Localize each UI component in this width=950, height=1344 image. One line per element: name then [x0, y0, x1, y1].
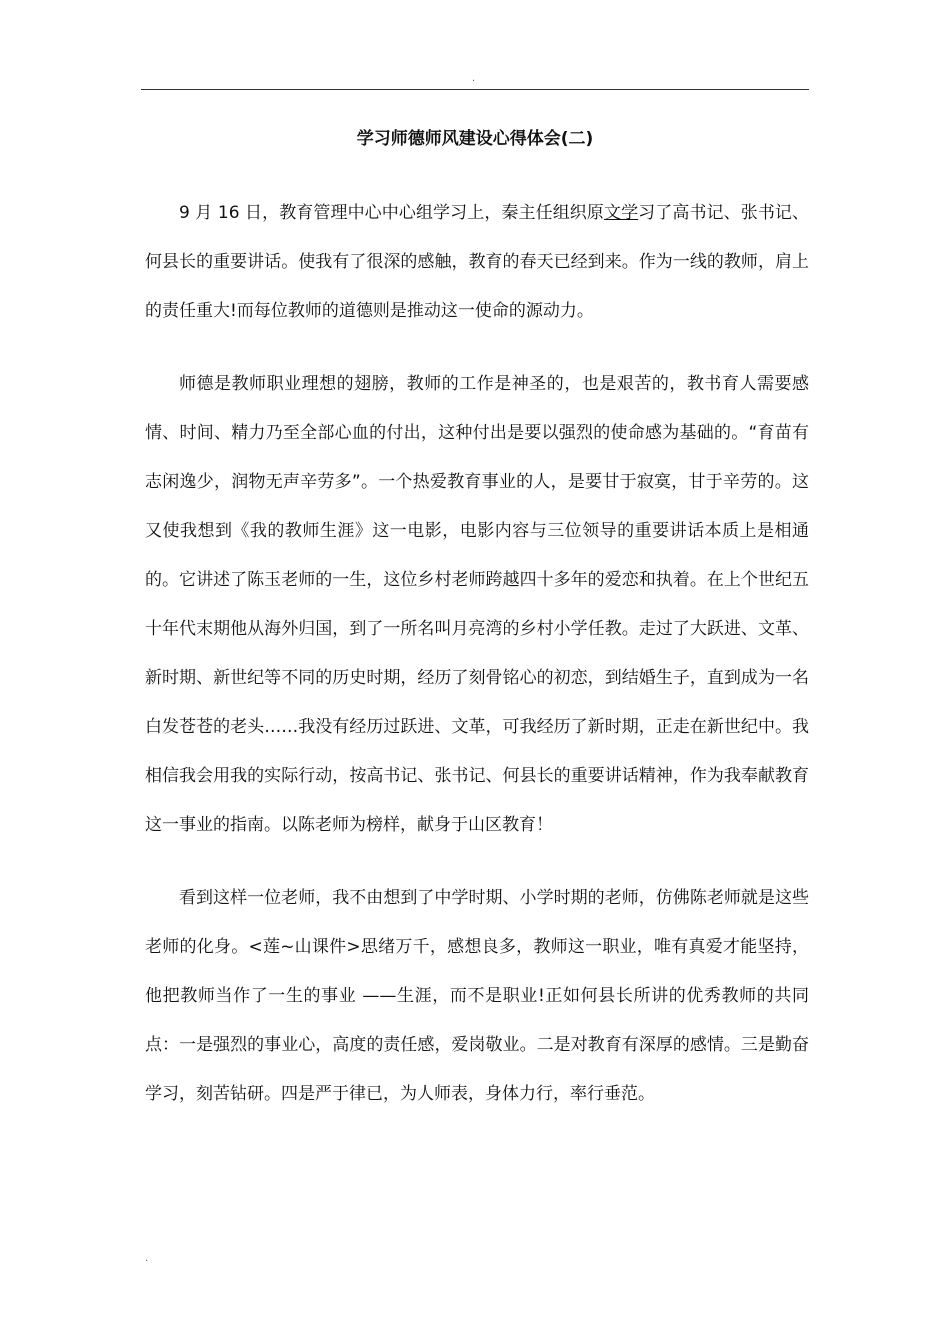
page-header-mark: . [472, 73, 476, 84]
page-footer-mark: . [145, 1253, 149, 1264]
document-title: 学习师德师风建设心得体会(二) [356, 129, 594, 149]
underlined-word: 文学 [603, 203, 639, 223]
paragraph-1-text-end: 习了高书记、张书记、何县长的重要讲话。使我有了很深的感触，教育的春天已经到来。作为一线的教师，肩上的责任重大!而每位教师的道德则是推动这一使命的源动力。 [145, 203, 810, 321]
paragraph-2: 师德是教师职业理想的翅膀，教师的工作是神圣的，也是艰苦的，教书育人需要感情、时间、精力乃至全部心血的付出，这种付出是要以强烈的使命感为基础的。“育苗有志闲逸少，润物无声辛劳多”。一个热爱教育事业的人，是要甘于寂寞，甘于辛劳的。这又使我想到《我的教师生涯》这一电影，电影内容与三位领导的重要讲话本质上是相通的。它讲述了陈玉老师的一生，这位乡村老师跨越四十多年的爱恋和执着。在上个世纪五十年代末期他从海外归国，到了一所名叫月亮湾的乡村小学任教。走过了大跃进、文革、新时期、新世纪等不同的历史时期，经历了刻骨铭心的初恋，到结婚生子，直到成为一名白发苍苍的老头……我没有经历过跃进、文革，可我经历了新时期，正走在新世纪中。我相信我会用我的实际行动，按高书记、张书记、何县长的重要讲话精神，作为我奉献教育这一事业的指南。以陈老师为榜样，献身于山区教育！ [145, 374, 809, 835]
paragraph-1 [145, 189, 809, 336]
header-divider [141, 89, 809, 90]
document-body [145, 189, 809, 1119]
paragraph-1-text-start: 9 月 16 日，教育管理中心中心组学习上，秦主任组织原 [179, 203, 604, 223]
paragraph-3: 看到这样一位老师，我不由想到了中学时期、小学时期的老师，仿佛陈老师就是这些老师的化身。<莲~山课件>思绪万千，感想良多，教师这一职业，唯有真爱才能坚持，他把教师当作了一生的事业 ——生涯，而不是职业!正如何县长所讲的优秀教师的共同点：一是强烈的事业心，高度的责任感，爱岗敬业。二是对教育有深厚的感情。三是勤奋学习，刻苦钻研。四是严于律已，为人师表，身体力行，率行垂范。 [145, 888, 809, 1104]
